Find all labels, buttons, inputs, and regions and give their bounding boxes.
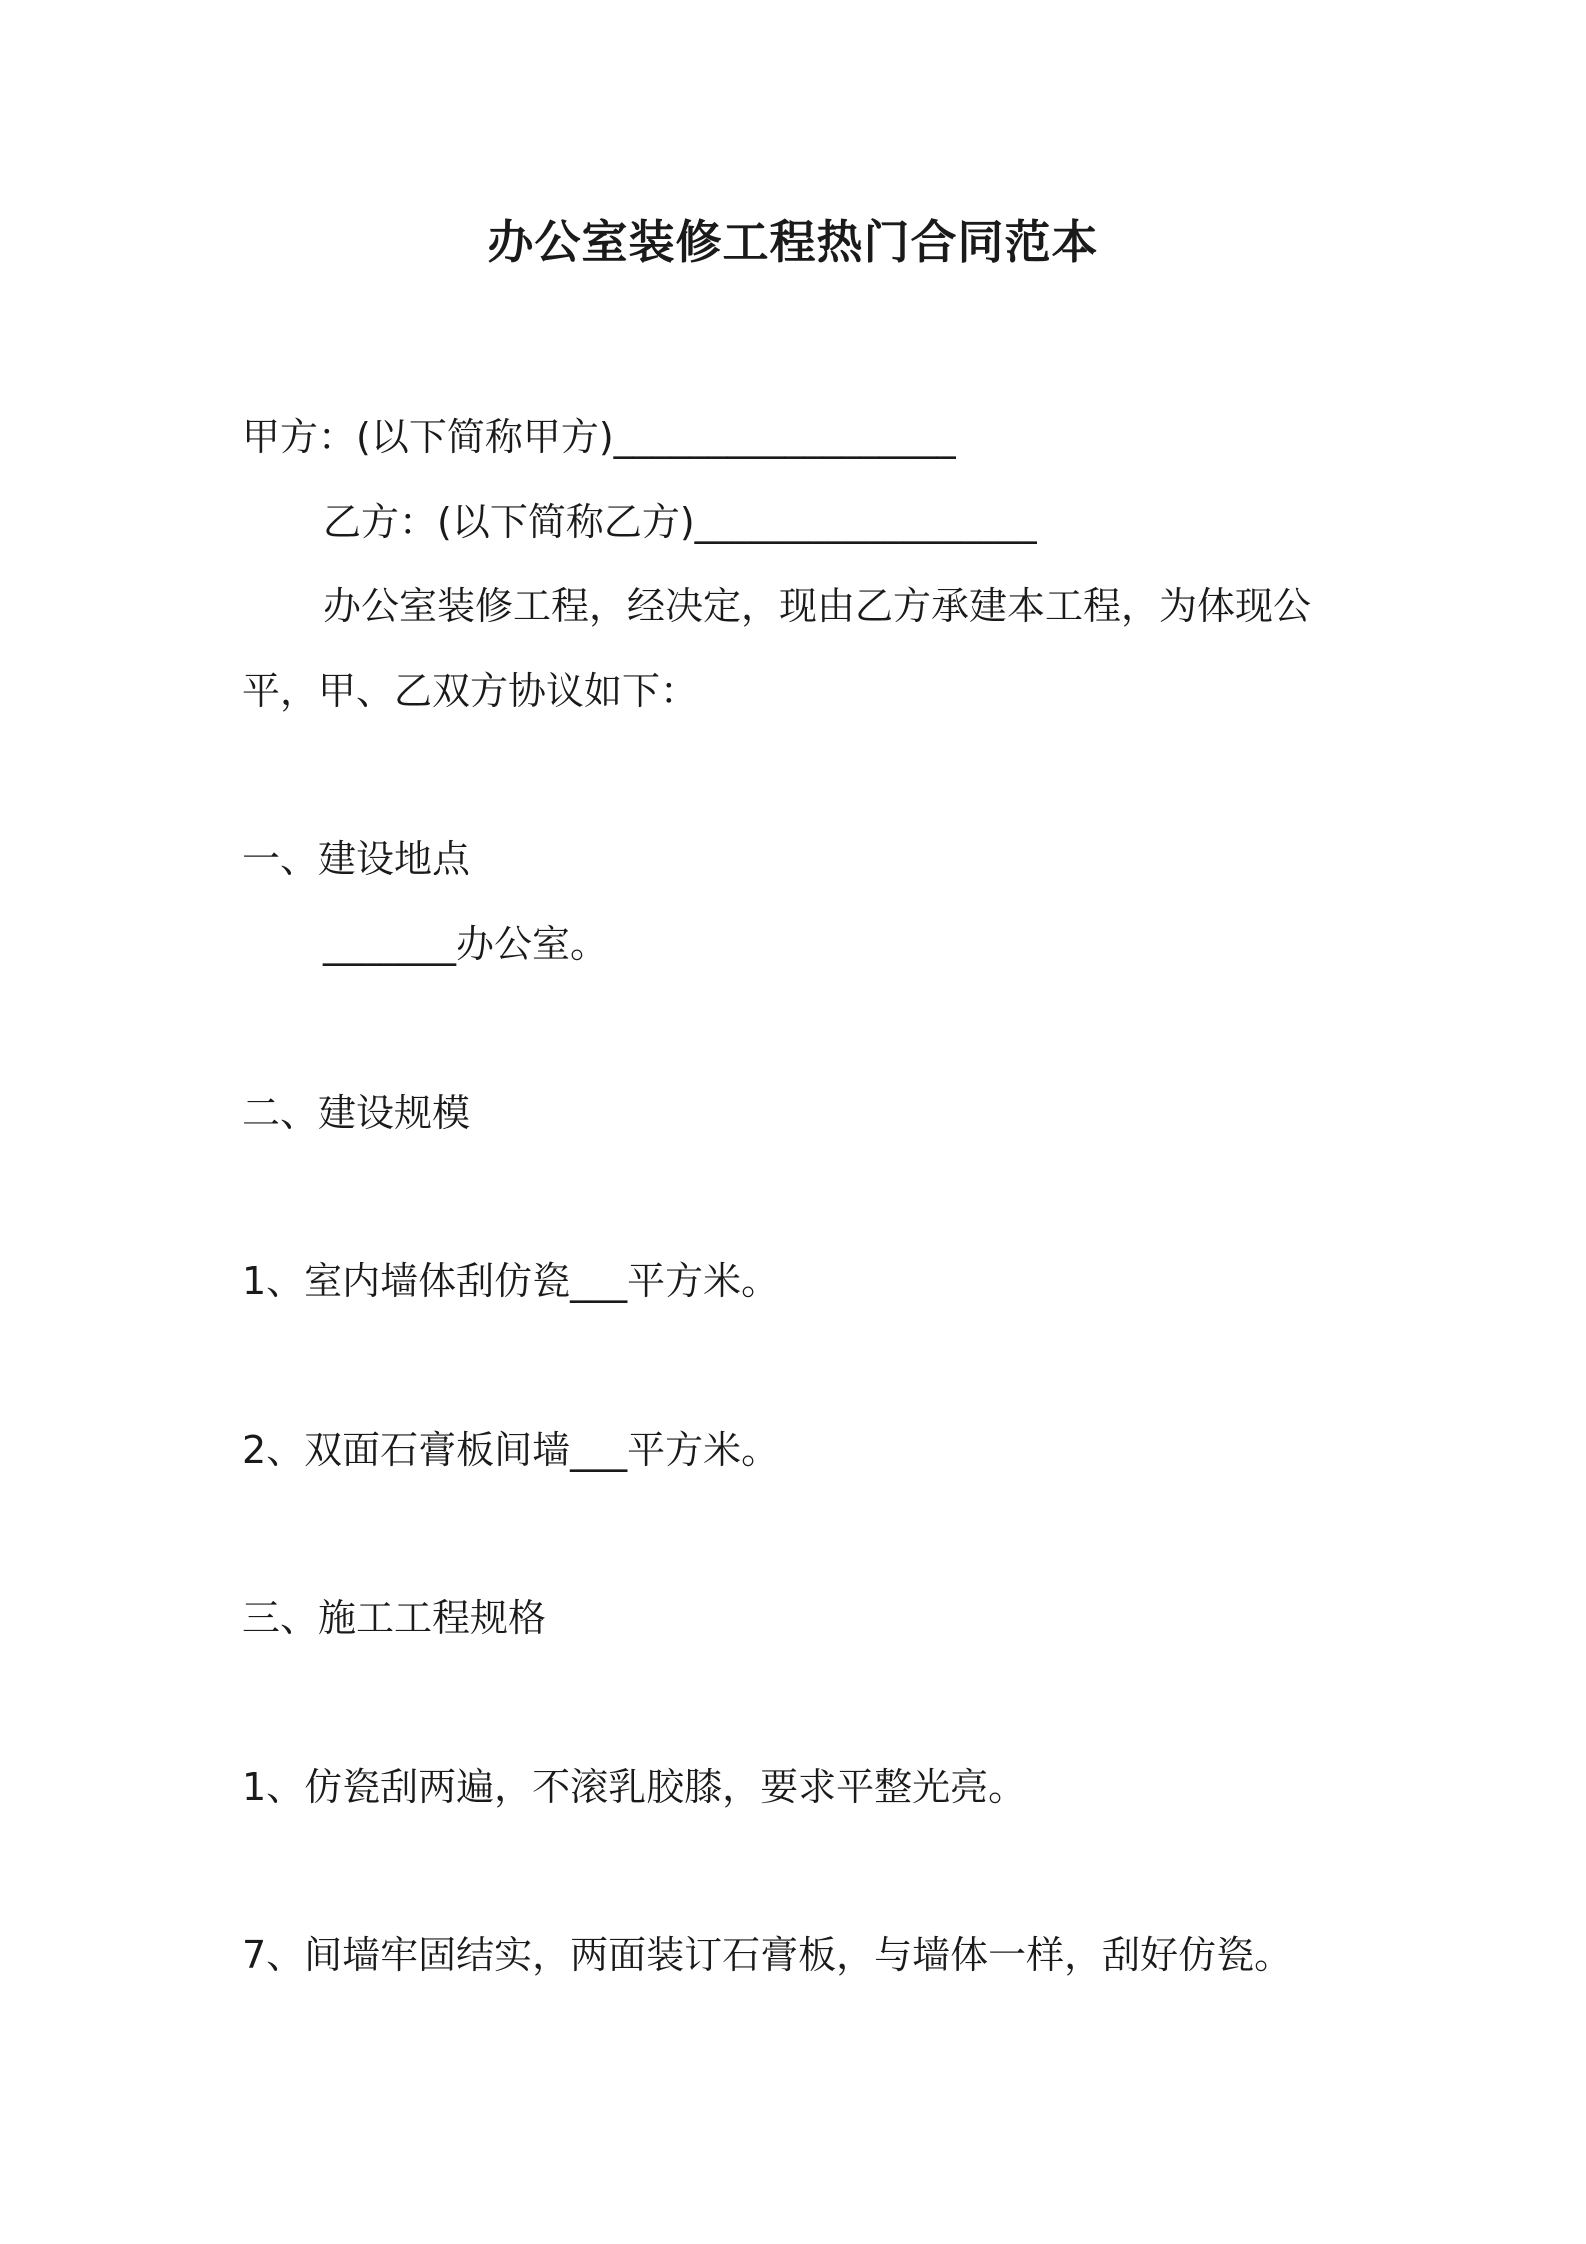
section-heading-specs: 三、施工工程规格 <box>242 1596 547 1640</box>
intro-line-2: 平，甲、乙双方协议如下： <box>242 669 699 713</box>
scale-item-1: 1、室内墙体刮仿瓷___平方米。 <box>242 1259 780 1303</box>
section-heading-scale: 二、建设规模 <box>242 1091 471 1135</box>
specs-item-1: 1、仿瓷刮两遍，不滚乳胶膝，要求平整光亮。 <box>242 1765 1027 1809</box>
intro-line-1: 办公室装修工程，经决定，现由乙方承建本工程，为体现公 <box>323 584 1312 628</box>
section-heading-location: 一、建设地点 <box>242 837 471 881</box>
location-body: _______办公室。 <box>323 922 609 966</box>
party-a-line: 甲方：(以下简称甲方)__________________ <box>242 415 956 459</box>
specs-item-2: 7、间墙牢固结实，两面装订石膏板，与墙体一样，刮好仿瓷。 <box>242 1933 1293 1977</box>
scale-item-2: 2、双面石膏板间墙___平方米。 <box>242 1428 780 1472</box>
document-title: 办公室装修工程热门合同范本 <box>487 215 1099 269</box>
party-b-line: 乙方：(以下简称乙方)__________________ <box>323 500 1037 544</box>
